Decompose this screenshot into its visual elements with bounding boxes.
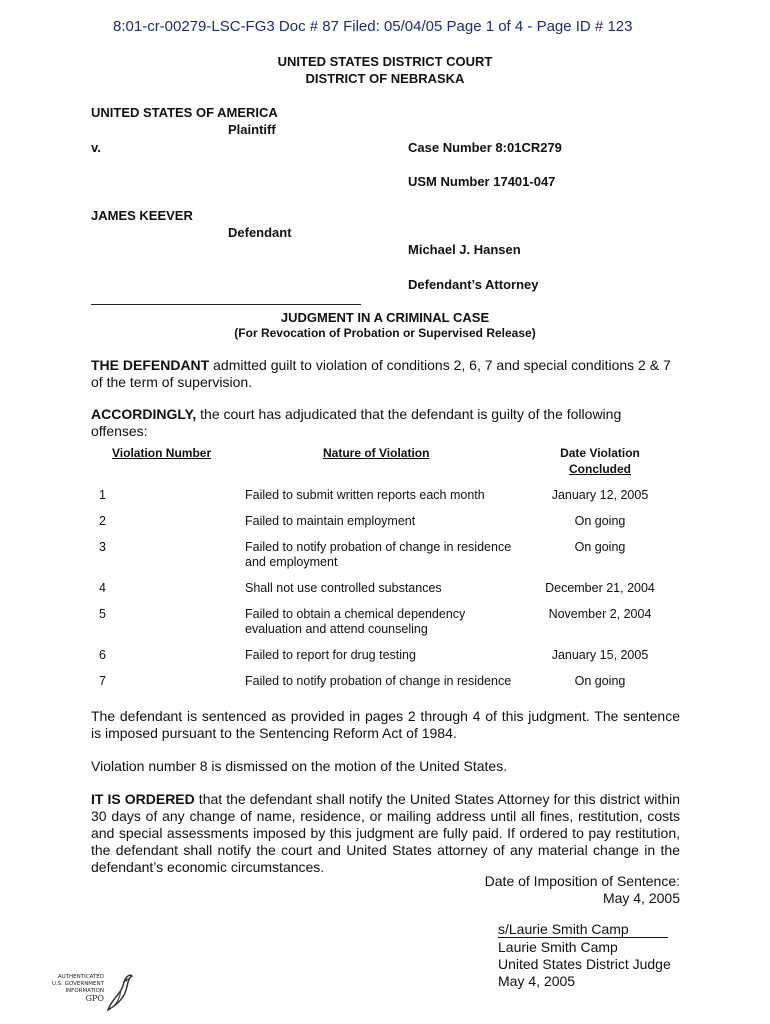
- violation-nature: Failed to maintain employment: [245, 514, 416, 528]
- ordered-lead: IT IS ORDERED: [91, 791, 195, 807]
- violation-nature: Failed to notify probation of change in residence and employment: [245, 540, 512, 569]
- violation-date: January 12, 2005: [551, 488, 649, 502]
- violation-number: 6: [99, 648, 106, 662]
- filing-stamp: 8:01-cr-00279-LSC-FG3 Doc # 87 Filed: 05/04/05 Page 1 of 4 - Page ID # 123: [113, 18, 633, 35]
- attorney-role: Defendant’s Attorney: [408, 277, 539, 292]
- judge-name: Laurie Smith Camp: [498, 939, 618, 955]
- violation-number: 3: [99, 540, 106, 554]
- col-header-date-2: Concluded: [569, 462, 631, 476]
- attorney-name: Michael J. Hansen: [408, 242, 521, 257]
- violation-number: 4: [99, 581, 106, 595]
- col-header-number: Violation Number: [112, 446, 212, 460]
- judgment-subtitle: (For Revocation of Probation or Supervised Release): [234, 326, 536, 340]
- col-header-date-1: Date Violation: [560, 446, 640, 460]
- signature-date: May 4, 2005: [498, 973, 576, 989]
- gpo-line4: GPO: [85, 994, 104, 1003]
- judge-title: United States District Judge: [498, 956, 671, 972]
- plaintiff-role: Plaintiff: [228, 122, 276, 137]
- versus: v.: [91, 140, 101, 155]
- defendant-name: JAMES KEEVER: [91, 208, 193, 223]
- gpo-line3: INFORMATION: [65, 988, 104, 994]
- col-header-nature: Nature of Violation: [323, 446, 430, 460]
- accordingly-lead: ACCORDINGLY,: [91, 406, 197, 422]
- violation-nature: Failed to submit written reports each month: [245, 488, 485, 502]
- judgment-title: JUDGMENT IN A CRIMINAL CASE: [280, 310, 490, 325]
- violation-nature: Shall not use controlled substances: [245, 581, 442, 595]
- court-district: DISTRICT OF NEBRASKA: [305, 71, 465, 86]
- violation-number: 1: [99, 488, 106, 502]
- case-number: Case Number 8:01CR279: [408, 140, 562, 155]
- judge-signature: s/Laurie Smith Camp: [498, 922, 668, 938]
- violation-number: 7: [99, 674, 106, 688]
- dismissed-paragraph: Violation number 8 is dismissed on the motion of the United States.: [91, 758, 508, 774]
- defendant-text: admitted guilt to violation of conditions 2, 6, 7 and special conditions 2 & 7 of the term of supervision.: [91, 357, 671, 390]
- violation-number: 5: [99, 607, 106, 621]
- imposition-date: May 4, 2005: [602, 890, 680, 906]
- defendant-role: Defendant: [228, 225, 292, 240]
- violation-nature: Failed to obtain a chemical dependency evaluation and attend counseling: [245, 607, 466, 636]
- eagle-icon: [102, 972, 134, 1014]
- violation-date: On going: [574, 540, 626, 554]
- gpo-line1: AUTHENTICATED: [57, 974, 104, 980]
- ordered-text: that the defendant shall notify the United States Attorney for this district within 30 days of any change of name, residence, or mailing address until all fines, restitution, costs and special assessments imposed by this judgment are fully paid. If ordered to pay restitution, the defendant shall notify the court and United States attorney of any material change in the defendant’s economic circumstances.: [91, 791, 680, 875]
- accordingly-paragraph: [91, 406, 680, 440]
- violation-date: On going: [574, 674, 626, 688]
- ordered-paragraph: [91, 791, 680, 876]
- caption-divider: [91, 304, 361, 305]
- violation-date: November 2, 2004: [548, 607, 652, 621]
- gpo-seal: [44, 972, 134, 1016]
- violation-nature: Failed to report for drug testing: [245, 648, 416, 662]
- imposition-label: Date of Imposition of Sentence:: [484, 873, 680, 889]
- accordingly-text: the court has adjudicated that the defendant is guilty of the following offenses:: [91, 406, 622, 439]
- court-name: UNITED STATES DISTRICT COURT: [277, 54, 493, 69]
- usm-number: USM Number 17401-047: [408, 174, 556, 189]
- violation-date: January 15, 2005: [551, 648, 649, 662]
- defendant-lead: THE DEFENDANT: [91, 357, 210, 373]
- violation-number: 2: [99, 514, 106, 528]
- violation-date: On going: [574, 514, 626, 528]
- gpo-line2: U.S. GOVERNMENT: [51, 981, 104, 987]
- violation-date: December 21, 2004: [545, 581, 655, 595]
- violation-nature: Failed to notify probation of change in residence: [245, 674, 512, 688]
- defendant-paragraph: [91, 357, 680, 391]
- plaintiff-name: UNITED STATES OF AMERICA: [91, 105, 278, 120]
- sentence-paragraph: The defendant is sentenced as provided in pages 2 through 4 of this judgment. The sentence is imposed pursuant to the Sentencing Reform Act of 1984.: [91, 708, 680, 741]
